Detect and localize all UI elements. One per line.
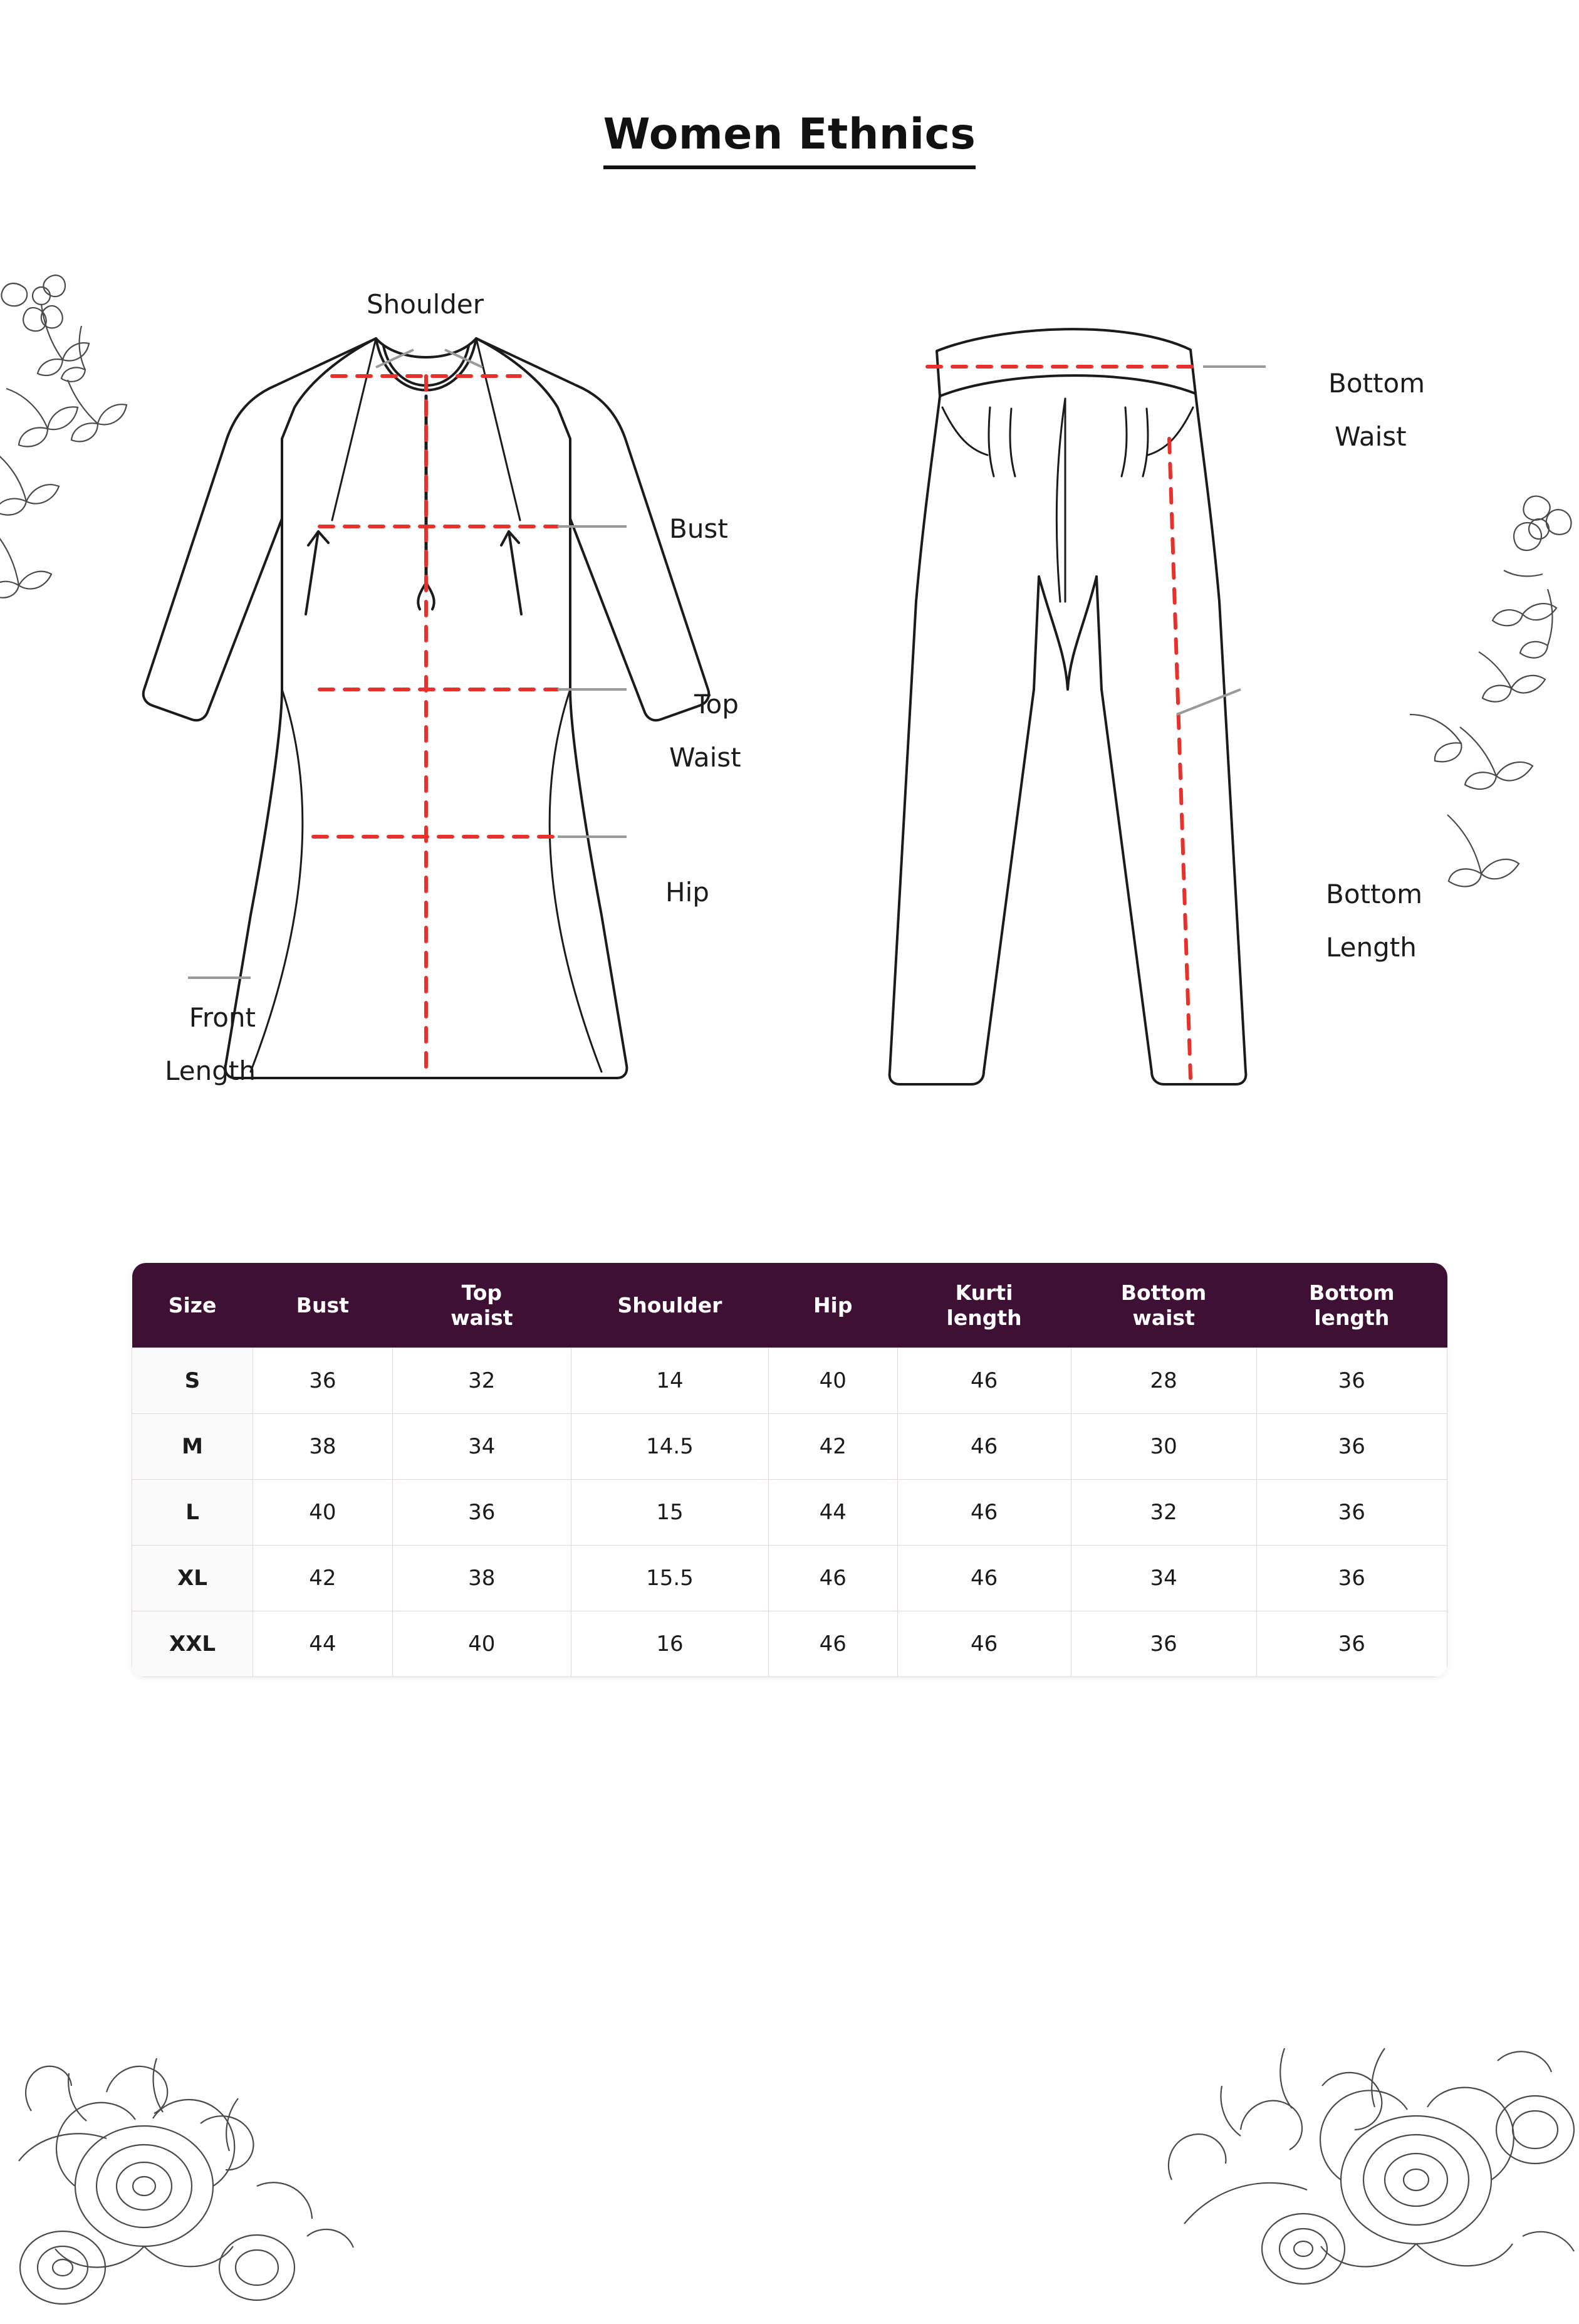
cell-shoulder: 16 [571,1611,769,1677]
cell-bottom-waist: 36 [1071,1611,1256,1677]
label-top-waist-line1: Top [694,689,739,720]
cell-bust: 42 [253,1546,392,1611]
cell-bottom-length: 36 [1256,1546,1447,1611]
label-bottom-length-line2: Length [1326,932,1417,963]
cell-top-waist: 34 [392,1414,571,1480]
label-bottom-waist-line1: Bottom [1328,368,1425,399]
column-header-size: Size [132,1263,253,1348]
cell-kurti-length: 46 [897,1414,1071,1480]
table-header [132,1263,1447,1348]
page-title-text: Women Ethnics [603,110,976,169]
label-bust: Bust [669,513,728,544]
cell-size: XXL [132,1611,253,1677]
column-header-shoulder: Shoulder [571,1263,769,1348]
cell-size: M [132,1414,253,1480]
cell-bottom-waist: 28 [1071,1348,1256,1414]
cell-bottom-waist: 32 [1071,1480,1256,1546]
cell-kurti-length: 46 [897,1546,1071,1611]
cell-bottom-length: 36 [1256,1480,1447,1546]
cell-bust: 44 [253,1611,392,1677]
column-header-bottom-length: Bottom length [1256,1263,1447,1348]
cell-size: S [132,1348,253,1414]
label-front-length-line2: Length [165,1055,256,1086]
label-bottom-waist-line2: Waist [1335,421,1407,452]
column-header-bust: Bust [253,1263,392,1348]
cell-bust: 40 [253,1480,392,1546]
label-shoulder: Shoulder [367,289,484,320]
label-front-length-line1: Front [189,1002,256,1033]
cell-hip: 40 [768,1348,897,1414]
size-chart-table-wrapper [132,1263,1447,1677]
table-row [132,1611,1447,1677]
cell-bust: 38 [253,1414,392,1480]
cell-hip: 44 [768,1480,897,1546]
cell-bottom-length: 36 [1256,1414,1447,1480]
size-chart-table [132,1263,1447,1677]
cell-top-waist: 36 [392,1480,571,1546]
cell-kurti-length: 46 [897,1480,1071,1546]
cell-hip: 46 [768,1546,897,1611]
cell-bottom-length: 36 [1256,1611,1447,1677]
floral-decoration-bottom-right [1147,1973,1579,2324]
label-hip: Hip [665,877,709,908]
table-row [132,1348,1447,1414]
measurement-diagram [0,251,1579,1228]
column-header-bottom-waist: Bottom waist [1071,1263,1256,1348]
label-bottom-length-line1: Bottom [1326,879,1423,909]
cell-shoulder: 14 [571,1348,769,1414]
cell-bottom-waist: 30 [1071,1414,1256,1480]
table-header-row [132,1263,1447,1348]
cell-size: L [132,1480,253,1546]
cell-hip: 42 [768,1414,897,1480]
table-body [132,1348,1447,1677]
label-top-waist-line2: Waist [669,742,741,773]
cell-shoulder: 15 [571,1480,769,1546]
column-header-kurti-length: Kurti length [897,1263,1071,1348]
cell-top-waist: 40 [392,1611,571,1677]
cell-bottom-waist: 34 [1071,1546,1256,1611]
cell-size: XL [132,1546,253,1611]
column-header-top-waist: Top waist [392,1263,571,1348]
cell-kurti-length: 46 [897,1611,1071,1677]
cell-top-waist: 32 [392,1348,571,1414]
cell-shoulder: 15.5 [571,1546,769,1611]
page-title [0,110,1579,159]
table-row [132,1480,1447,1546]
cell-bottom-length: 36 [1256,1348,1447,1414]
floral-decoration-bottom-left [0,1998,395,2324]
table-row [132,1414,1447,1480]
column-header-hip: Hip [768,1263,897,1348]
cell-top-waist: 38 [392,1546,571,1611]
cell-hip: 46 [768,1611,897,1677]
table-row [132,1546,1447,1611]
cell-shoulder: 14.5 [571,1414,769,1480]
cell-bust: 36 [253,1348,392,1414]
cell-kurti-length: 46 [897,1348,1071,1414]
